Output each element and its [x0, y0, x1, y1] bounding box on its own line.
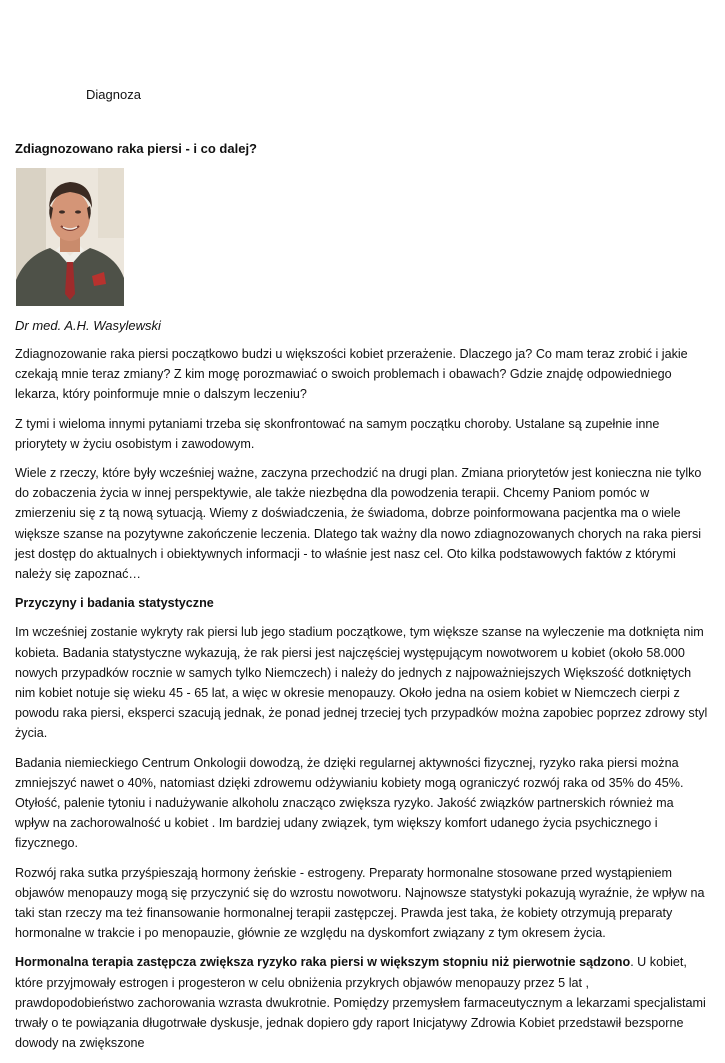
paragraph-intro: Zdiagnozowanie raka piersi początkowo budzi u większości kobiet przerażenie. Dlaczego ja? Co mam teraz zrobić i jakie czekają mnie teraz zmiany? Z kim mogę porozmawiać o swoich problemach i obawach? Gdzie znajdę odpowiedniego lekarza, który poinformuje mnie o dalszym leczeniu? — [15, 347, 688, 402]
paragraph-hormones: Rozwój raka sutka przyśpieszają hormony żeńskie - estrogeny. Preparaty hormonalne stosowane przed wystąpieniem objawów menopauzy mogą się przyczynić się do wzrostu nowotworu. Najnowsze statystyki pokazują wyraźnie, że wpływ na taki stan rzeczy ma też finansowanie hormonalnej terapii zastępczej. Prawda jest taka, że kobiety otrzymują preparaty hormonalne w trakcie i po menopauzie, głównie ze względu na dyskomfort związany z tym okresem życia. — [15, 865, 705, 941]
page-header: Diagnoza — [86, 87, 141, 102]
paragraph-research: Badania niemieckiego Centrum Onkologii dowodzą, że dzięki regularnej aktywności fizycznej, ryzyko raka piersi można zmniejszyć nawet o 40%, natomiast dzięki zdrowemu odżywianiu kobiety mogą ograniczyć rozwój raka od 35% do 45%. Otyłość, palenie tytoniu i nadużywanie alkoholu znacząco zwiększa ryzyko. Jakość związków partnerskich również ma wpływ na zachorowalność u kobiet . Im bardziej udany związek, tym większy komfort udanego życia psychicznego i fizycznego. — [15, 755, 684, 851]
article-title: Zdiagnozowano raka piersi - i co dalej? — [15, 141, 257, 156]
paragraph-hrt — [15, 952, 711, 1053]
paragraph-statistics: Im wcześniej zostanie wykryty rak piersi lub jego stadium początkowe, tym większe szanse na wyleczenie ma dotknięta nim kobieta. Badania statystyczne wykazują, że rak piersi jest najczęściej występującym nowotworem u kobiet (około 58.000 nowych przypadków rocznie w samych tylko Niemczech) i należy do jednych z najpoważniejszych Większość dotkniętych nim kobiet notuje się wieku 45 - 65 lat, a więc w okresie menopauzy. Około jedna na osiem kobiet w Niemczech cierpi z powodu raka piersi, eksperci szacują jednak, że ponad jednej trzeciej tych przypadków można zapobiec poprzez zdrowy styl życia. — [15, 625, 708, 741]
article-body — [15, 344, 711, 1063]
hrt-bold-lead: Hormonalna terapia zastępcza zwiększa ryzyko raka piersi w większym stopniu niż pierwotnie sądzono — [15, 955, 631, 970]
author-photo — [16, 168, 124, 306]
section-heading: Przyczyny i badania statystyczne — [15, 596, 214, 611]
author-caption: Dr med. A.H. Wasylewski — [15, 318, 161, 333]
hrt-text: . U kobiet, które przyjmowały estrogen i progesteron w celu obniżenia przykrych objawów menopauzy przez 5 lat , prawdopodobieństwo zachorowania wzrasta dwukrotnie. Pomiędzy przemysłem farmaceutycznym a lekarzami specjalistami trwały o te powiązania długotrwałe dyskusje, jednak dopiero gdy raport Inicjatywy Zdrowia Kobiet przedstawił bezsporne dowody na zwiększone — [15, 955, 706, 1051]
paragraph-support: Wiele z rzeczy, które były wcześniej ważne, zaczyna przechodzić na drugi plan. Zmiana priorytetów jest konieczna nie tylko do zobaczenia życia w innej perspektywie, ale także niezbędna dla powodzenia terapii. Chcemy Paniom pomóc w zmierzeniu się z tą nową sytuacją. Wiemy z doświadczenia, że świadoma, dobrze poinformowana pacjentka ma o wiele większe szanse na pozytywne zakończenie leczenia. Dlatego tak ważny dla nowo zdiagnozowanych chorych na raka piersi jest dostęp do aktualnych i obiektywnych informacji - to właśnie jest nasz cel. Oto kilka podstawowych faktów z którymi należy się zapoznać… — [15, 466, 702, 582]
paragraph-priorities: Z tymi i wieloma innymi pytaniami trzeba się skonfrontować na samym początku choroby. Ustalane są zupełnie inne priorytety w życiu osobistym i zawodowym. — [15, 416, 660, 451]
